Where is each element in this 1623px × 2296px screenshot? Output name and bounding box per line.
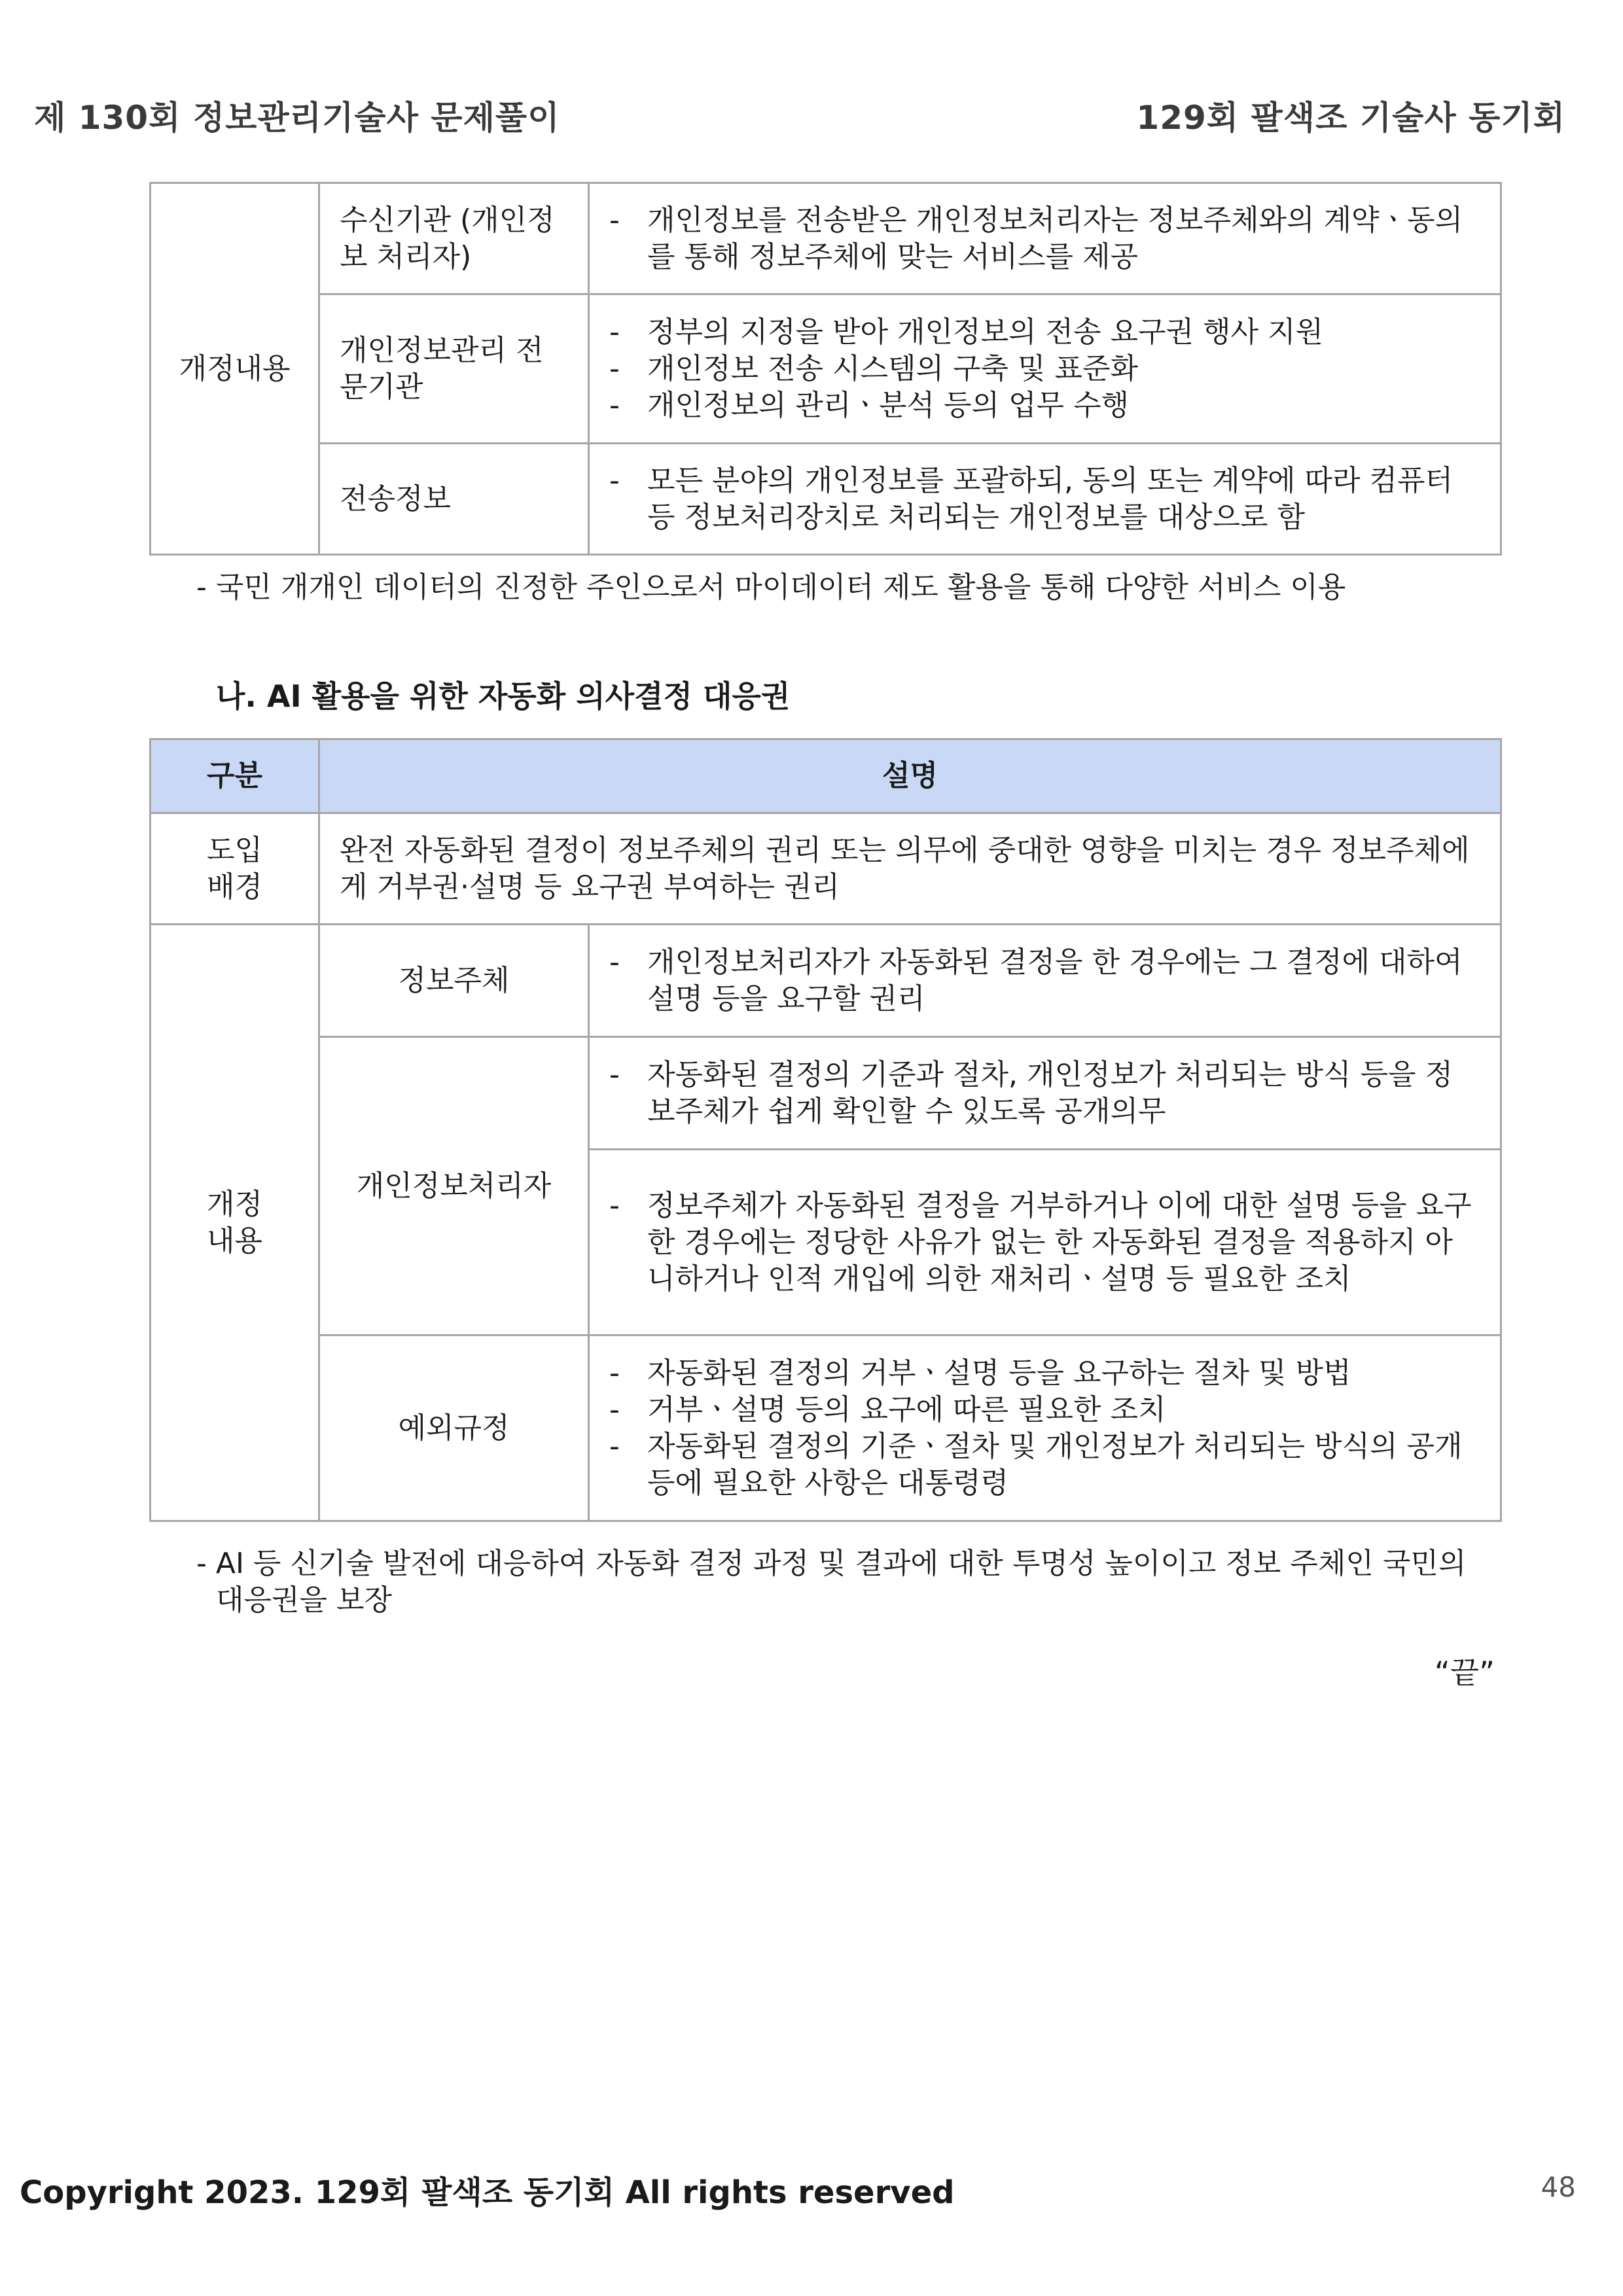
footer-copyright: Copyright 2023. 129회 팔색조 동기회 All rights reserved xyxy=(20,2174,955,2211)
row-label-data-subject: 정보주체 xyxy=(319,925,589,1037)
note-ai: - AI 등 신기술 발전에 대응하여 자동화 결정 과정 및 결과에 대한 투명성 높이이고 정보 주체인 국민의 대응권을 보장 xyxy=(196,1547,1467,1617)
page-number: 48 xyxy=(1541,2171,1576,2203)
row-label-processor: 개인정보처리자 xyxy=(319,1037,589,1335)
row-label-exceptions: 예외규정 xyxy=(319,1335,589,1521)
row-desc-exceptions xyxy=(589,1335,1501,1521)
header-category: 구분 xyxy=(151,739,319,813)
intro-text: 완전 자동화된 결정이 정보주체의 권리 또는 의무에 중대한 영향을 미치는 경우 정보주체에게 거부권·설명 등 요구권 부여하는 권리 xyxy=(319,813,1501,925)
revision-table xyxy=(149,182,1502,556)
revision-category: 개정내용 xyxy=(151,183,319,555)
list-item: - 자동화된 결정의 거부ㆍ설명 등을 요구하는 절차 및 방법 xyxy=(609,1355,1480,1392)
row-desc-processor-a xyxy=(589,1037,1501,1150)
section-title: 나. AI 활용을 위한 자동화 의사결정 대응권 xyxy=(216,679,791,714)
row-desc-agency xyxy=(589,294,1501,444)
list-item: - 정보주체가 자동화된 결정을 거부하거나 이에 대한 설명 등을 요구한 경우에는 정당한 사유가 없는 한 자동화된 결정을 적용하지 아니하거나 인적 개입에 의한 재처리ㆍ설명 등 필요한 조치 xyxy=(609,1188,1480,1298)
list-item: - 개인정보의 관리ㆍ분석 등의 업무 수행 xyxy=(609,387,1480,424)
list-item: - 정부의 지정을 받아 개인정보의 전송 요구권 행사 지원 xyxy=(609,314,1480,351)
list-item: - 거부ㆍ설명 등의 요구에 따른 필요한 조치 xyxy=(609,1392,1480,1428)
row-desc-transfer-info xyxy=(589,444,1501,555)
list-item: - 자동화된 결정의 기준ㆍ절차 및 개인정보가 처리되는 방식의 공개 등에 필요한 사항은 대통령령 xyxy=(609,1428,1480,1502)
list-item: - 모든 분야의 개인정보를 포괄하되, 동의 또는 계약에 따라 컴퓨터 등 정보처리장치로 처리되는 개인정보를 대상으로 함 xyxy=(609,463,1480,536)
row-desc-processor-b xyxy=(589,1150,1501,1335)
header-description: 설명 xyxy=(319,739,1501,813)
end-mark: “끝” xyxy=(1434,1655,1495,1690)
row-desc-data-subject xyxy=(589,925,1501,1037)
list-item: - 자동화된 결정의 기준과 절차, 개인정보가 처리되는 방식 등을 정보주체가 쉽게 확인할 수 있도록 공개의무 xyxy=(609,1057,1480,1130)
row-label-transfer-info: 전송정보 xyxy=(319,444,589,555)
row-label-receiver: 수신기관 (개인정보 처리자) xyxy=(319,183,589,294)
list-item: - 개인정보 전송 시스템의 구축 및 표준화 xyxy=(609,351,1480,387)
note-mydata: - 국민 개개인 데이터의 진정한 주인으로서 마이데이터 제도 활용을 통해 다양한 서비스 이용 xyxy=(196,571,1346,604)
revision-category: 개정 내용 xyxy=(151,925,319,1521)
list-item: - 개인정보를 전송받은 개인정보처리자는 정보주체와의 계약ㆍ동의를 통해 정보주체에 맞는 서비스를 제공 xyxy=(609,202,1480,275)
header-title: 제 130회 정보관리기술사 문제풀이 xyxy=(34,99,560,137)
intro-label: 도입 배경 xyxy=(151,813,319,925)
header-group-name: 129회 팔색조 기술사 동기회 xyxy=(1136,99,1565,137)
row-label-agency: 개인정보관리 전문기관 xyxy=(319,294,589,444)
list-item: - 개인정보처리자가 자동화된 결정을 한 경우에는 그 결정에 대하여 설명 등을 요구할 권리 xyxy=(609,944,1480,1017)
row-desc-receiver xyxy=(589,183,1501,294)
ai-decision-table xyxy=(149,738,1502,1522)
